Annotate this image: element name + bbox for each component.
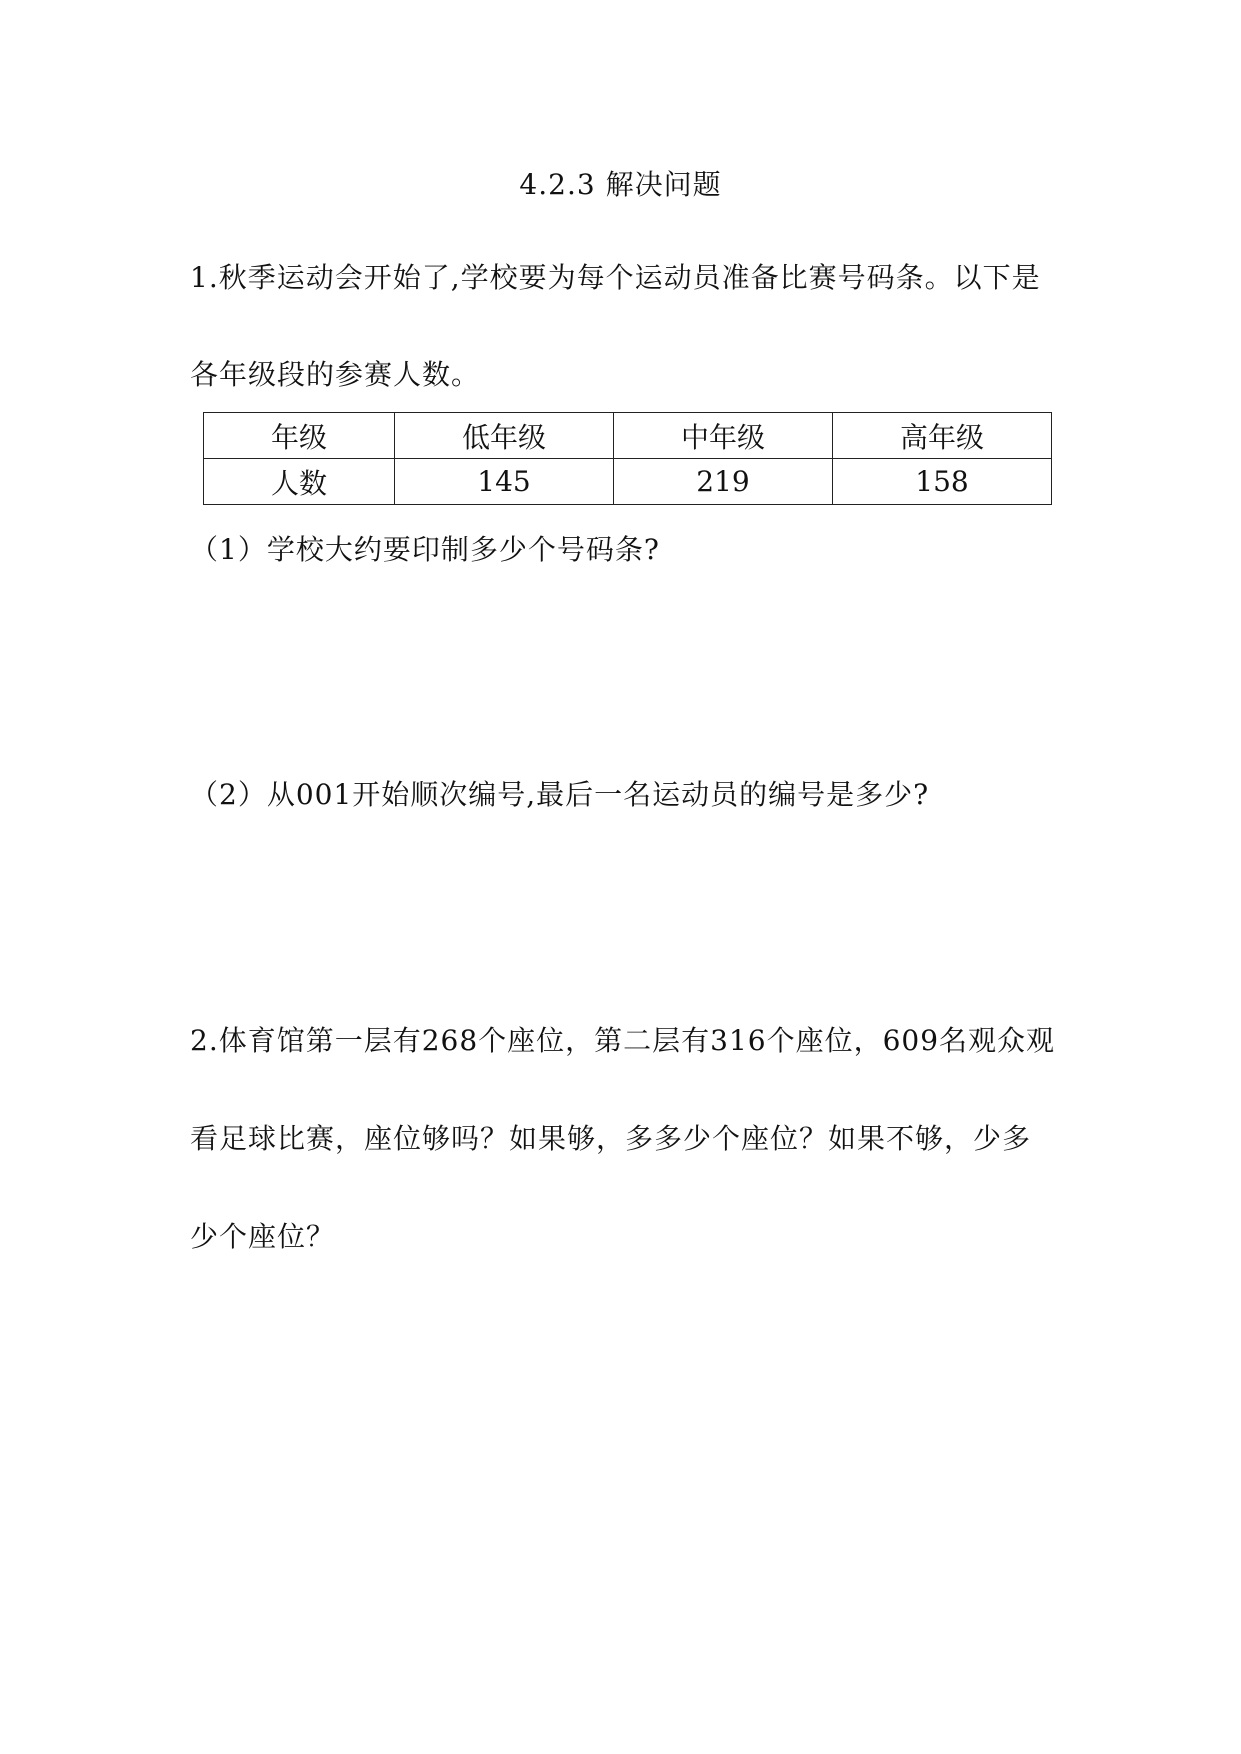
table-row <box>204 459 1052 505</box>
question-1-line-2: 各年级段的参赛人数。 <box>190 358 481 391</box>
table-cell: 年级 <box>204 413 395 459</box>
table-header-row <box>204 413 1052 459</box>
table-cell: 145 <box>395 459 614 505</box>
question-2-line-2: 看足球比赛，座位够吗？如果够，多多少个座位？如果不够，少多 <box>190 1122 1032 1155</box>
question-1-part-2: （2）从001开始顺次编号,最后一名运动员的编号是多少? <box>190 778 930 811</box>
table-cell: 158 <box>833 459 1052 505</box>
participants-table <box>203 412 1052 505</box>
table-cell: 高年级 <box>833 413 1052 459</box>
question-1-part-1: （1）学校大约要印制多少个号码条? <box>190 533 660 566</box>
question-2-line-1: 2.体育馆第一层有268个座位，第二层有316个座位，609名观众观 <box>190 1024 1056 1057</box>
question-1-line-1: 1.秋季运动会开始了,学校要为每个运动员准备比赛号码条。以下是 <box>190 261 1041 294</box>
table-cell: 低年级 <box>395 413 614 459</box>
table-cell: 219 <box>614 459 833 505</box>
table-cell: 中年级 <box>614 413 833 459</box>
page-title: 4.2.3 解决问题 <box>519 168 722 201</box>
question-2-line-3: 少个座位？ <box>190 1220 336 1253</box>
table-cell: 人数 <box>204 459 395 505</box>
